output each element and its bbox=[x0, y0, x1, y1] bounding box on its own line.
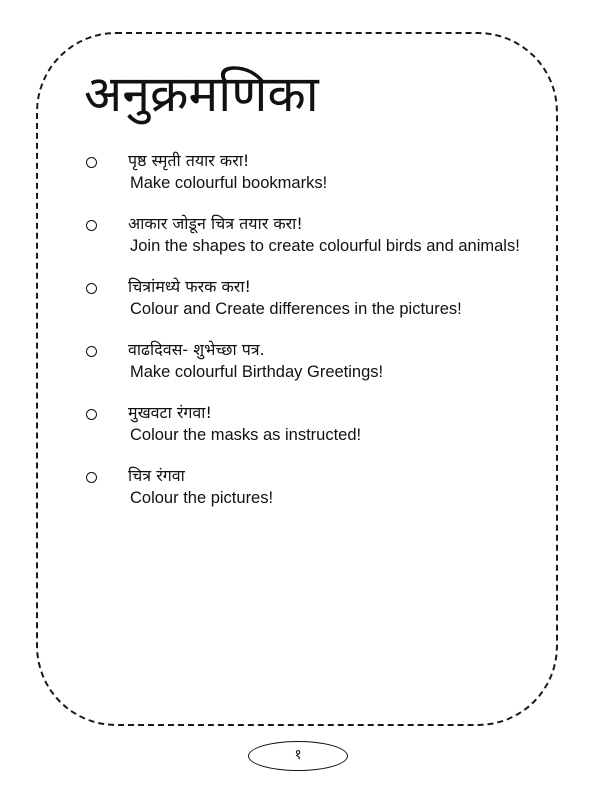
circle-bullet-icon bbox=[86, 157, 97, 168]
item-marathi-text: चित्रांमध्ये फरक करा! bbox=[128, 277, 251, 296]
circle-bullet-icon bbox=[86, 283, 97, 294]
item-marathi-text: चित्र रंगवा bbox=[128, 466, 185, 485]
page-title: अनुक्रमणिका bbox=[84, 65, 319, 123]
item-english-text: Colour the masks as instructed! bbox=[130, 426, 362, 444]
circle-bullet-icon bbox=[86, 220, 97, 231]
item-english-text: Colour the pictures! bbox=[130, 489, 274, 507]
item-marathi-text: वाढदिवस- शुभेच्छा पत्र. bbox=[128, 340, 265, 359]
list-item bbox=[84, 150, 524, 195]
list-item bbox=[84, 402, 524, 447]
item-marathi-text: पृष्ठ स्मृती तयार करा! bbox=[128, 151, 250, 170]
list-item bbox=[84, 465, 524, 510]
item-english-text: Join the shapes to create colourful birds and animals! bbox=[130, 237, 520, 255]
item-marathi-text: आकार जोडून चित्र तयार करा! bbox=[128, 214, 303, 233]
circle-bullet-icon bbox=[86, 409, 97, 420]
item-marathi-text: मुखवटा रंगवा! bbox=[128, 403, 212, 422]
item-english-text: Make colourful bookmarks! bbox=[130, 174, 328, 192]
item-english-text: Colour and Create differences in the pictures! bbox=[130, 300, 462, 318]
item-english-text: Make colourful Birthday Greetings! bbox=[130, 363, 384, 381]
page-number: १ bbox=[248, 741, 348, 771]
list-item bbox=[84, 339, 524, 384]
list-item bbox=[84, 276, 524, 321]
circle-bullet-icon bbox=[86, 346, 97, 357]
circle-bullet-icon bbox=[86, 472, 97, 483]
contents-list bbox=[84, 150, 524, 528]
list-item bbox=[84, 213, 524, 258]
